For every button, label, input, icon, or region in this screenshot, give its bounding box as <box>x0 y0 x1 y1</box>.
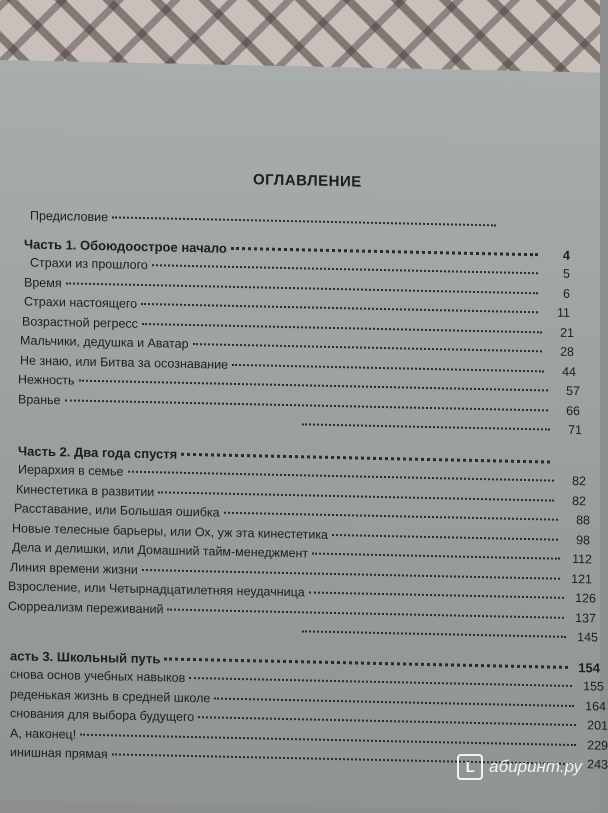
dot-leader <box>65 399 548 411</box>
toc-page-number: 11 <box>557 305 570 320</box>
dot-leader <box>231 246 538 255</box>
toc-page-number: 154 <box>578 659 600 676</box>
dot-leader <box>189 677 572 687</box>
toc-page-number: 44 <box>562 364 576 379</box>
toc-page-number: 21 <box>560 325 574 340</box>
toc-entry-label: Вранье <box>18 391 61 407</box>
toc-entry-label: Сюрреализм переживаний <box>8 598 164 616</box>
toc-page-number: 4 <box>562 247 570 263</box>
toc-page-number: 229 <box>587 737 608 753</box>
dot-leader <box>302 423 550 430</box>
dot-leader <box>198 716 576 726</box>
dot-leader <box>141 303 538 313</box>
toc-entry-label: Линия времени жизни <box>10 559 138 577</box>
watermark-text: абиринт.ру <box>489 757 582 776</box>
dot-leader <box>167 608 564 618</box>
toc-page-number: 145 <box>577 630 598 645</box>
dot-leader <box>164 657 568 668</box>
dot-leader <box>224 512 558 521</box>
toc-entry-label: Часть 1. Обоюдоострое начало <box>24 236 227 256</box>
toc-page-number: 82 <box>572 493 586 508</box>
toc-entry-label: Кинестетика в развитии <box>16 481 155 499</box>
labirint-logo-icon: L <box>457 754 483 780</box>
dot-leader <box>302 630 566 638</box>
toc-page-number: 137 <box>575 610 596 625</box>
toc-entry-label: Страхи настоящего <box>24 294 138 311</box>
toc-page-number: 82 <box>572 473 586 489</box>
dot-leader <box>309 591 564 598</box>
toc-entry-label: инишная прямая <box>10 745 108 762</box>
dot-leader <box>181 452 550 463</box>
toc-entry-label: Страхи из прошлого <box>30 255 148 273</box>
toc-entry-label: снова основ учебных навыков <box>10 667 186 685</box>
dot-leader <box>66 282 538 294</box>
toc-title: ОГЛАВЛЕНИЕ <box>253 171 362 191</box>
dot-leader <box>193 343 542 352</box>
dot-leader <box>214 697 574 707</box>
toc-page-number: 88 <box>576 513 590 528</box>
dot-leader <box>312 553 560 560</box>
toc-entry-label: Взросление, или Четырнадцатилетняя неудачница <box>8 579 305 600</box>
dot-leader <box>128 471 555 482</box>
toc-entry-label: Предисловие <box>30 208 109 225</box>
toc-entry-label: Расставание, или Большая ошибка <box>14 501 220 520</box>
labirint-watermark <box>457 754 582 780</box>
toc-page-number: 5 <box>563 266 570 281</box>
dot-leader <box>152 264 538 274</box>
toc-page-number: 6 <box>563 286 570 301</box>
dot-leader <box>142 322 542 332</box>
toc-page-number: 243 <box>587 757 608 772</box>
toc-page-number: 121 <box>571 571 592 586</box>
toc-page-number: 57 <box>566 383 580 399</box>
toc-page-number: 164 <box>585 698 606 714</box>
toc-entry-label: Новые телесные барьеры, или Ох, уж эта кинестетика <box>12 520 329 542</box>
toc-list <box>8 202 608 777</box>
dot-leader <box>80 733 576 745</box>
toc-entry-label: реденькая жизнь в средней школе <box>10 686 211 705</box>
book-page <box>0 60 608 813</box>
toc-entry <box>8 208 528 238</box>
toc-entry-label: А, наконец! <box>10 725 77 742</box>
toc-entry-label: Иерархия в семье <box>18 462 124 479</box>
toc-entry-label: Дела и делишки, или Домашний тайм-менеджмент <box>12 540 309 561</box>
toc-page-number: 28 <box>560 344 574 360</box>
toc-entry-label: Часть 2. Два года спустя <box>18 442 178 462</box>
toc-entry-label: Мальчики, дедушка и Аватар <box>20 333 189 351</box>
toc-entry-label: Не знаю, или Битва за осознавание <box>20 352 229 372</box>
dot-leader <box>158 491 554 501</box>
toc-page-number: 126 <box>575 591 596 606</box>
toc-page-number: 155 <box>583 679 604 694</box>
toc-page-number: 66 <box>566 403 580 418</box>
toc-page-number: 71 <box>568 422 582 438</box>
toc-entry-label: Возрастной регресс <box>22 313 138 331</box>
dot-leader <box>79 380 548 392</box>
dot-leader <box>332 533 558 540</box>
toc-page-number: 98 <box>576 532 590 547</box>
dot-leader <box>142 568 560 579</box>
toc-page-number: 201 <box>587 718 608 733</box>
toc-page-number: 112 <box>572 551 592 567</box>
toc-page-number <box>554 466 582 467</box>
toc-entry-label: асть 3. Школьный путь <box>10 647 161 666</box>
toc-page-number <box>500 229 528 230</box>
dot-leader <box>232 363 544 372</box>
toc-entry-label: Время <box>24 275 62 290</box>
toc-entry-label: Нежность <box>18 372 75 388</box>
dot-leader <box>112 216 496 226</box>
toc-entry-label: снования для выбора будущего <box>10 706 195 725</box>
